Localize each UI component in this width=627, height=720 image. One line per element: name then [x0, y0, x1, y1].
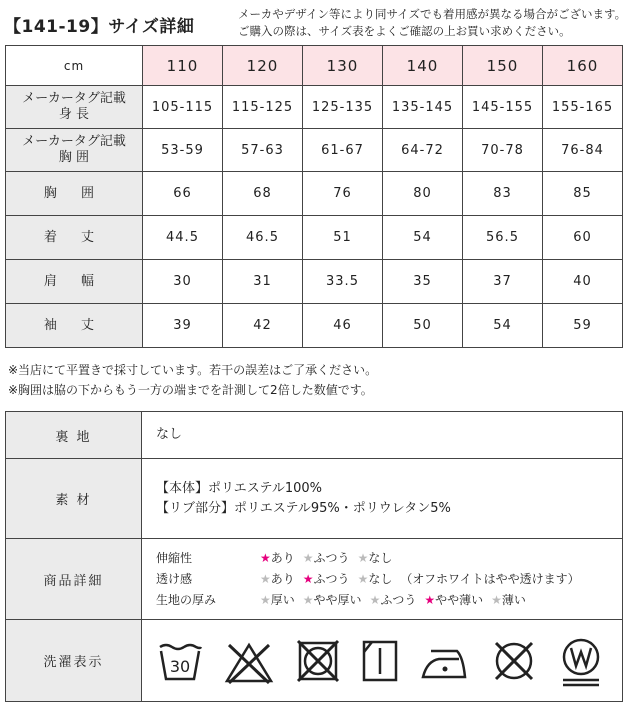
detail-option-label: やや薄い: [435, 592, 484, 607]
row-label: [6, 172, 143, 216]
washing-label: 洗濯表示: [6, 620, 142, 702]
size-header-row: [6, 46, 623, 86]
lining-row: [6, 412, 623, 459]
table-cell: 35: [383, 260, 463, 304]
table-cell: 76: [303, 172, 383, 216]
table-row: [6, 129, 623, 172]
table-cell: 64-72: [383, 129, 463, 172]
row-label-line: メーカータグ記載: [22, 91, 126, 106]
washing-row: [6, 620, 623, 702]
table-cell: 60: [543, 216, 623, 260]
material-line-body: 【本体】ポリエステル100%: [156, 480, 322, 496]
row-label-line: メーカータグ記載: [22, 134, 126, 149]
detail-name: 伸縮性: [156, 550, 193, 565]
table-cell: 56.5: [463, 216, 543, 260]
material-row: [6, 459, 623, 539]
table-cell: 33.5: [303, 260, 383, 304]
page-title: 【141-19】サイズ詳細: [4, 17, 195, 37]
detail-option: [491, 590, 526, 611]
top-note-line-1: メーカやデザイン等により同サイズでも着用感が異なる場合がございます。: [238, 7, 627, 21]
table-cell: 83: [463, 172, 543, 216]
size-header-160: 160: [543, 46, 623, 86]
material-value: [142, 459, 623, 539]
detail-option: [303, 590, 362, 611]
star-icon: ★: [302, 592, 314, 607]
size-table: [5, 45, 623, 348]
detail-option: [424, 590, 483, 611]
table-row: [6, 172, 623, 216]
table-cell: 46.5: [223, 216, 303, 260]
detail-name: 生地の厚み: [156, 592, 217, 607]
wash-temp-label: 30: [169, 656, 191, 676]
table-cell: 37: [463, 260, 543, 304]
detail-option-label: 厚い: [270, 592, 295, 607]
star-icon: ★: [357, 571, 369, 586]
star-icon: ★: [302, 550, 314, 565]
wet-clean-icon: [557, 635, 605, 687]
material-line-rib: 【リブ部分】ポリエステル95%・ポリウレタン5%: [156, 500, 451, 516]
table-cell: 61-67: [303, 129, 383, 172]
detail-option: [358, 569, 393, 590]
wash-30-icon: [156, 637, 204, 685]
table-cell: 80: [383, 172, 463, 216]
size-header-150: 150: [463, 46, 543, 86]
detail-option-label: あり: [270, 571, 295, 586]
table-cell: 57-63: [223, 129, 303, 172]
material-label: 素 材: [6, 459, 142, 539]
table-cell: 59: [543, 304, 623, 348]
table-row: [6, 86, 623, 129]
row-label-line: 胸 囲: [58, 150, 90, 165]
table-row: [6, 216, 623, 260]
size-header-140: 140: [383, 46, 463, 86]
no-bleach-icon: [223, 637, 275, 685]
table-cell: 54: [463, 304, 543, 348]
table-cell: 39: [143, 304, 223, 348]
detail-option: [370, 590, 417, 611]
row-label-line: 身 長: [58, 107, 90, 122]
table-cell: 155-165: [543, 86, 623, 129]
row-label: [6, 129, 143, 172]
detail-row: [156, 590, 621, 611]
table-cell: 44.5: [143, 216, 223, 260]
detail-option: [303, 569, 350, 590]
size-table-body: [6, 46, 623, 348]
lining-label: 裏 地: [6, 412, 142, 459]
iron-low-icon: [419, 637, 471, 685]
table-cell: 31: [223, 260, 303, 304]
note-line-2: ※胸囲は脇の下からもう一方の端までを計測して2倍した数値です。: [8, 383, 373, 397]
detail-option: [303, 548, 350, 569]
row-label-line: 肩 幅: [43, 273, 105, 289]
detail-option-label: ふつう: [313, 550, 350, 565]
star-icon: ★: [369, 592, 381, 607]
detail-row: [156, 548, 621, 569]
table-cell: 50: [383, 304, 463, 348]
top-note-line-2: ご購入の際は、サイズ表をよくご確認の上お買い求めください。: [238, 24, 571, 38]
row-label: [6, 216, 143, 260]
spec-table: [5, 411, 623, 702]
table-cell: 42: [223, 304, 303, 348]
no-tumble-dry-icon: [294, 637, 342, 685]
star-icon: ★: [491, 592, 502, 607]
top-note: [238, 6, 626, 40]
table-cell: 46: [303, 304, 383, 348]
detail-suffix: （オフホワイトはやや透けます）: [400, 571, 580, 586]
detail-option-label: ふつう: [313, 571, 350, 586]
unit-cell: cm: [6, 46, 143, 86]
detail-option-label: なし: [368, 550, 393, 565]
detail-option: [358, 548, 393, 569]
table-cell: 70-78: [463, 129, 543, 172]
no-dry-clean-icon: [490, 637, 538, 685]
detail-name: 透け感: [156, 571, 193, 586]
details-row: [6, 539, 623, 620]
star-selected-icon: ★: [260, 550, 271, 565]
note-line-1: ※当店にて平置きで採寸しています。若干の誤差はご了承ください。: [8, 363, 378, 377]
details-value: [142, 539, 623, 620]
size-header-130: 130: [303, 46, 383, 86]
table-cell: 66: [143, 172, 223, 216]
table-cell: 53-59: [143, 129, 223, 172]
lining-value: なし: [142, 412, 623, 459]
details-label: 商品詳細: [6, 539, 142, 620]
line-dry-icon: [360, 637, 400, 685]
table-cell: 135-145: [383, 86, 463, 129]
table-cell: 54: [383, 216, 463, 260]
detail-option-label: やや厚い: [313, 592, 362, 607]
table-cell: 51: [303, 216, 383, 260]
table-cell: 105-115: [143, 86, 223, 129]
star-icon: ★: [260, 592, 271, 607]
detail-row: [156, 569, 621, 590]
table-cell: 115-125: [223, 86, 303, 129]
table-cell: 76-84: [543, 129, 623, 172]
star-selected-icon: ★: [424, 592, 436, 607]
detail-option-label: なし: [368, 571, 393, 586]
table-row: [6, 260, 623, 304]
star-icon: ★: [357, 550, 369, 565]
row-label: [6, 304, 143, 348]
table-cell: 85: [543, 172, 623, 216]
detail-option: [260, 569, 295, 590]
detail-option: [260, 548, 295, 569]
table-cell: 125-135: [303, 86, 383, 129]
star-icon: ★: [260, 571, 271, 586]
detail-option: [260, 590, 295, 611]
measurement-notes: [8, 360, 377, 400]
row-label-line: 胸 囲: [43, 185, 105, 201]
star-selected-icon: ★: [302, 571, 314, 586]
row-label-line: 袖 丈: [43, 317, 105, 333]
row-label-line: 着 丈: [43, 229, 105, 245]
washing-icons: [142, 620, 623, 702]
detail-option-label: 薄い: [501, 592, 526, 607]
table-row: [6, 304, 623, 348]
row-label: [6, 260, 143, 304]
detail-option-label: あり: [270, 550, 295, 565]
table-cell: 145-155: [463, 86, 543, 129]
size-header-110: 110: [143, 46, 223, 86]
table-cell: 40: [543, 260, 623, 304]
size-header-120: 120: [223, 46, 303, 86]
detail-option-label: ふつう: [380, 592, 417, 607]
row-label: [6, 86, 143, 129]
table-cell: 68: [223, 172, 303, 216]
table-cell: 30: [143, 260, 223, 304]
